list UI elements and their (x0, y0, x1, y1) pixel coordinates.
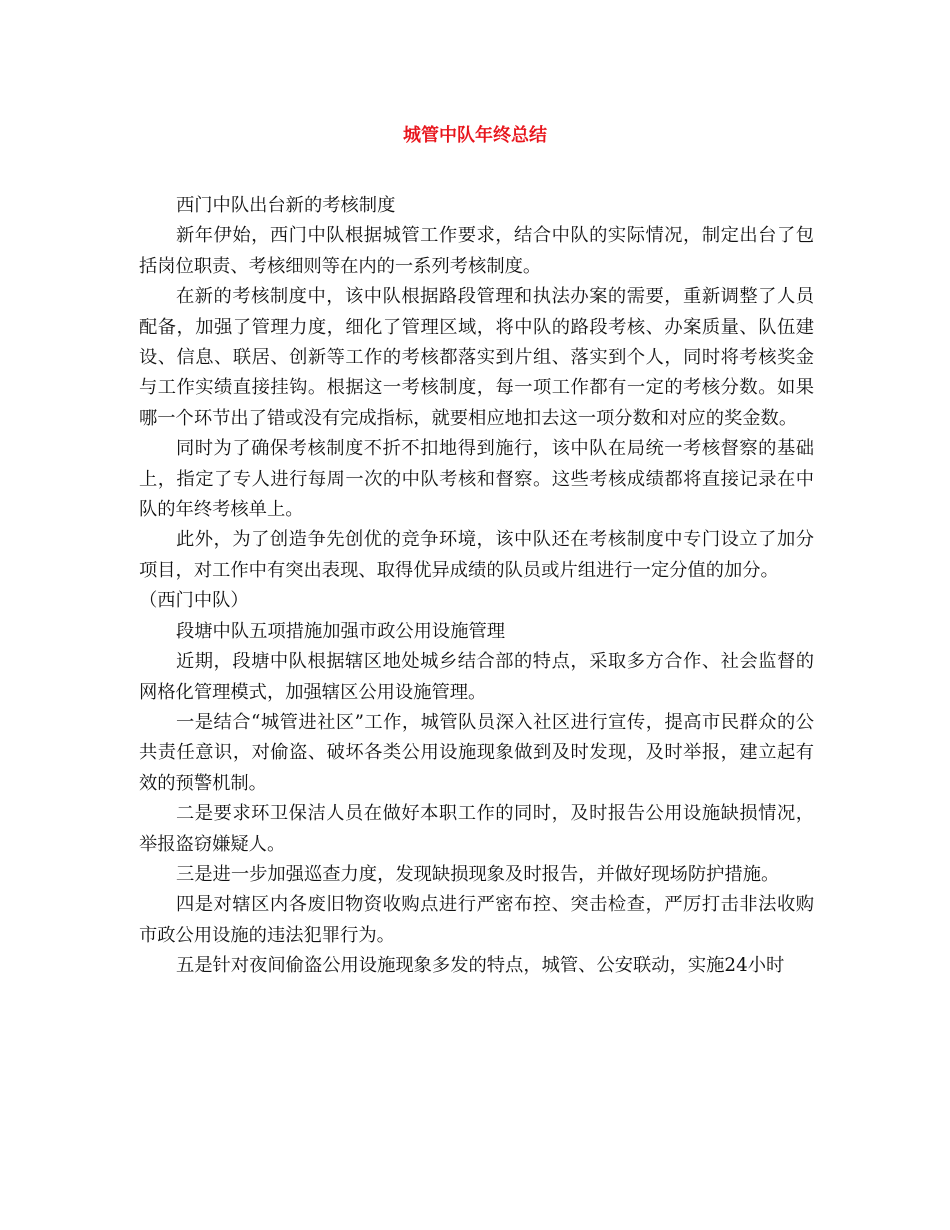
paragraph: 四是对辖区内各废旧物资收购点进行严密布控、突击检查，严厉打击非法收购市政公用设施的违法犯罪行为。 (139, 894, 814, 946)
section-heading-duantang: 段塘中队五项措施加强市政公用设施管理 (176, 620, 506, 642)
paragraph: 五是针对夜间偷盗公用设施现象多发的特点，城管、公安联动，实施24小时 (176, 955, 785, 977)
paragraph: 同时为了确保考核制度不折不扣地得到施行，该中队在局统一考核督察的基础上，指定了专人进行每周一次的中队考核和督察。这些考核成绩都将直接记录在中队的年终考核单上。 (139, 438, 814, 521)
paragraph: 二是要求环卫保洁人员在做好本职工作的同时，及时报告公用设施缺损情况，举报盗窃嫌疑人。 (139, 803, 814, 855)
document-title: 城管中队年终总结 (403, 125, 547, 146)
paragraph: 此外，为了创造争先创优的竞争环境，该中队还在考核制度中专门设立了加分项目，对工作中有突出表现、取得优异成绩的队员或片组进行一定分值的加分。 (139, 529, 814, 581)
paragraph: 在新的考核制度中，该中队根据路段管理和执法办案的需要，重新调整了人员配备，加强了管理力度，细化了管理区域，将中队的路段考核、办案质量、队伍建设、信息、联居、创新等工作的考核都落实到片组、落实到个人，同时将考核奖金与工作实绩直接挂钩。根据这一考核制度，每一项工作都有一定的考核分数。如果哪一个环节出了错或没有完成指标，就要相应地扣去这一项分数和对应的奖金数。 (139, 286, 814, 429)
paragraph: 近期，段塘中队根据辖区地处城乡结合部的特点，采取多方合作、社会监督的网格化管理模式，加强辖区公用设施管理。 (139, 651, 814, 703)
paragraph: 一是结合“城管进社区”工作，城管队员深入社区进行宣传，提高市民群众的公共责任意识，对偷盗、破坏各类公用设施现象做到及时发现，及时举报，建立起有效的预警机制。 (139, 711, 814, 794)
paragraph: 新年伊始，西门中队根据城管工作要求，结合中队的实际情况，制定出台了包括岗位职责、考核细则等在内的一系列考核制度。 (139, 225, 814, 277)
document-body (139, 191, 814, 982)
paragraph: 三是进一步加强巡查力度，发现缺损现象及时报告，并做好现场防护措施。 (176, 863, 780, 885)
source-attribution: （西门中队） (139, 590, 249, 612)
section-heading-ximen: 西门中队出台新的考核制度 (176, 195, 396, 216)
